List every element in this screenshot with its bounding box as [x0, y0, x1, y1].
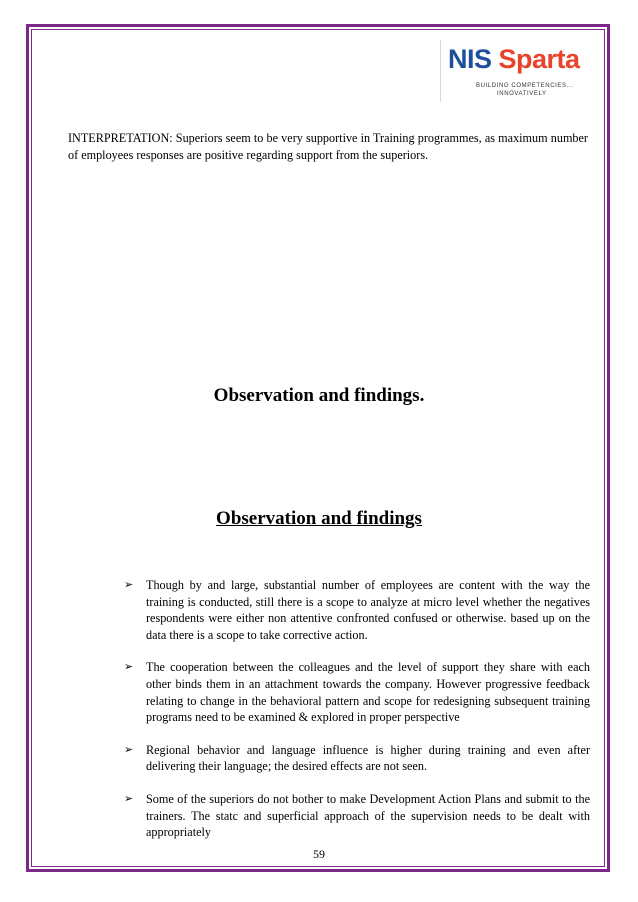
page-number: 59 — [313, 847, 325, 861]
finding-text: Regional behavior and language influence is higher during training and even after delivering their language; the desired effects are not seen. — [146, 742, 590, 774]
arrow-bullet-icon: ➢ — [124, 742, 134, 756]
findings-list — [124, 577, 590, 857]
list-item — [124, 577, 590, 643]
arrow-bullet-icon: ➢ — [124, 578, 134, 591]
main-heading: Observation and findings. — [213, 385, 425, 406]
arrow-bullet-icon: ➢ — [124, 660, 134, 674]
list-item — [124, 659, 590, 725]
finding-text: Though by and large, substantial number of employees are content with the way the training is conducted, still there is a scope to analyze at micro level whether the negatives respondents were either non attentive confronted confused or otherwise. based up on the data there is a scope to take corrective action. — [146, 578, 590, 642]
finding-text: Some of the superiors do not bother to make Development Action Plans and submit to the trainers. The statc and superficial approach of the supervision needs to be dealt with appropriately — [146, 791, 590, 840]
logo-sparta-text: Sparta — [498, 44, 580, 74]
list-item — [124, 742, 590, 775]
interpretation-paragraph: INTERPRETATION: Superiors seem to be very supportive in Training programmes, as maximum number of employees responses are positive regarding support from the superiors. — [68, 131, 588, 162]
list-item — [124, 791, 590, 841]
finding-text: The cooperation between the colleagues and the level of support they share with each other binds them in an attachment towards the company. However progressive feedback relating to change in the behavioral pattern and scope for redesigning subsequent training programs need to be examined & explored in proper perspective — [146, 660, 590, 725]
logo-tagline-1: BUILDING COMPETENCIES... — [476, 83, 574, 89]
logo-nis-text: NIS — [448, 44, 492, 74]
section-heading: Observation and findings — [216, 508, 422, 529]
logo-divider — [440, 40, 441, 102]
arrow-bullet-icon: ➢ — [124, 791, 134, 805]
company-logo — [448, 44, 580, 74]
logo-tagline-2: INNOVATIVELY — [497, 91, 547, 97]
